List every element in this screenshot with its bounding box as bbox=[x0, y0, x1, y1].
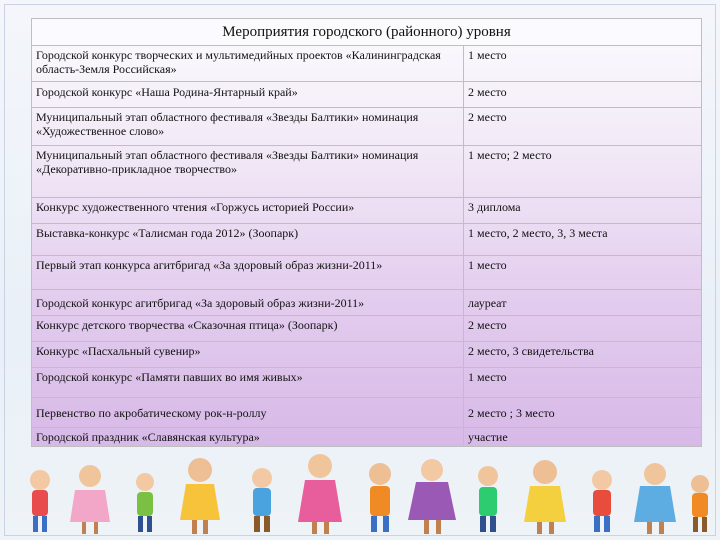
event-cell: Конкурс художественного чтения «Горжусь историей России» bbox=[32, 198, 464, 224]
event-cell: Городской конкурс «Наша Родина-Янтарный край» bbox=[32, 82, 464, 108]
child-figure bbox=[70, 465, 110, 534]
result-cell: 1 место bbox=[464, 256, 702, 290]
event-cell: Конкурс детского творчества «Сказочная птица» (Зоопарк) bbox=[32, 316, 464, 342]
event-cell: Выставка-конкурс «Талисман года 2012» (Зоопарк) bbox=[32, 224, 464, 256]
event-cell: Первенство по акробатическому рок-н-роллу bbox=[32, 398, 464, 428]
result-cell: 3 диплома bbox=[464, 198, 702, 224]
child-figure bbox=[478, 466, 498, 532]
events-table bbox=[31, 18, 702, 447]
result-cell: 2 место bbox=[464, 82, 702, 108]
event-cell: Конкурс «Пасхальный сувенир» bbox=[32, 342, 464, 368]
event-cell: Городской конкурс «Памяти павших во имя живых» bbox=[32, 368, 464, 398]
child-figure bbox=[136, 473, 154, 532]
result-cell: участие bbox=[464, 428, 702, 447]
event-cell: Муниципальный этап областного фестиваля «Звезды Балтики» номинация «Художественное слово» bbox=[32, 108, 464, 146]
result-cell: 2 место bbox=[464, 108, 702, 146]
children-illustration bbox=[0, 440, 720, 540]
table-row bbox=[32, 398, 702, 428]
result-cell: 1 место; 2 место bbox=[464, 146, 702, 198]
table-row bbox=[32, 46, 702, 82]
table-row bbox=[32, 342, 702, 368]
child-figure bbox=[180, 458, 220, 534]
event-cell: Городской конкурс агитбригад «За здоровый образ жизни-2011» bbox=[32, 290, 464, 316]
table-row bbox=[32, 368, 702, 398]
table-row bbox=[32, 316, 702, 342]
result-cell: 2 место ; 3 место bbox=[464, 398, 702, 428]
table-row bbox=[32, 146, 702, 198]
result-cell: лауреат bbox=[464, 290, 702, 316]
event-cell: Городской конкурс творческих и мультимедийных проектов «Калининградская область-Земля Российская» bbox=[32, 46, 464, 82]
child-figure bbox=[298, 454, 342, 534]
event-cell: Муниципальный этап областного фестиваля «Звезды Балтики» номинация «Декоративно-прикладное творчество» bbox=[32, 146, 464, 198]
child-figure bbox=[524, 460, 566, 534]
result-cell: 1 место, 2 место, 3, 3 места bbox=[464, 224, 702, 256]
result-cell: 2 место bbox=[464, 316, 702, 342]
result-cell: 1 место bbox=[464, 46, 702, 82]
result-cell: 2 место, 3 свидетельства bbox=[464, 342, 702, 368]
table-row bbox=[32, 198, 702, 224]
child-figure bbox=[408, 459, 456, 534]
table-row bbox=[32, 82, 702, 108]
table-row bbox=[32, 256, 702, 290]
table-row bbox=[32, 290, 702, 316]
child-figure bbox=[592, 470, 612, 532]
child-figure bbox=[252, 468, 272, 532]
child-figure bbox=[634, 463, 676, 534]
table-row bbox=[32, 224, 702, 256]
child-figure bbox=[369, 463, 391, 532]
child-figure bbox=[691, 475, 709, 532]
table-row bbox=[32, 108, 702, 146]
event-cell: Первый этап конкурса агитбригад «За здоровый образ жизни-2011» bbox=[32, 256, 464, 290]
event-cell: Городской праздник «Славянская культура» bbox=[32, 428, 464, 447]
result-cell: 1 место bbox=[464, 368, 702, 398]
child-figure bbox=[30, 470, 50, 532]
table-title: Мероприятия городского (районного) уровня bbox=[32, 19, 702, 46]
table-title-row bbox=[32, 19, 702, 46]
